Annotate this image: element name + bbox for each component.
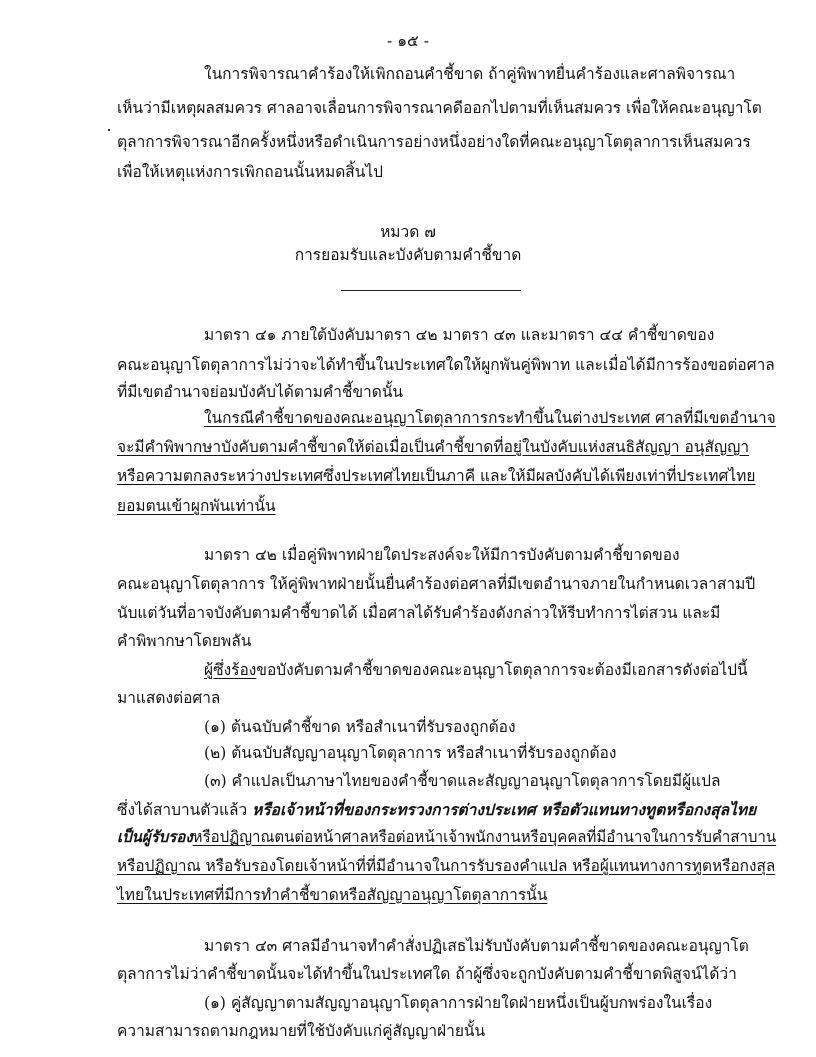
s42-item3-l2-plain: ซึ่งได้สาบานตัวแล้ว	[117, 801, 253, 819]
s41-amend-line-1: ในกรณีคำชี้ขาดของคณะอนุญาโตตุลาการกระทำขึ้นในต่างประเทศ ศาลที่มีเขตอำนาจ	[204, 409, 776, 427]
chapter-number: หมวด ๗	[380, 223, 436, 241]
intro-line-4: เพื่อให้เหตุแห่งการเพิกถอนนั้นหมดสิ้นไป	[117, 163, 383, 181]
intro-line-1: ในการพิจารณาคำร้องให้เพิกถอนคำชี้ขาด ถ้าคู่พิพาทยื่นคำร้องและศาลพิจารณา	[204, 65, 736, 83]
s42-item3-l3-underlined: หรือปฏิญาณตนต่อหน้าศาลหรือต่อหน้าเจ้าพนักงานหรือบุคคลที่มีอำนาจในการรับคำสาบาน	[192, 828, 777, 846]
s42-line-4: คำพิพากษาโดยพลัน	[117, 632, 252, 650]
s43-line-1: มาตรา ๔๓ ศาลมีอำนาจทำคำสั่งปฏิเสธไม่รับบังคับตามคำชี้ขาดของคณะอนุญาโต	[204, 937, 749, 955]
s41-line-2: คณะอนุญาโตตุลาการไม่ว่าจะได้ทำขึ้นในประเทศใดให้ผูกพันคู่พิพาท และเมื่อได้มีการร้องขอต่อศาล	[117, 356, 775, 374]
s42-line-1: มาตรา ๔๒ เมื่อคู่พิพาทฝ่ายใดประสงค์จะให้มีการบังคับตามคำชี้ขาดของ	[204, 546, 680, 564]
s42-item3-line-4: หรือปฏิญาณ หรือรับรองโดยเจ้าหน้าที่ที่มีอำนาจในการรับรองคำแปล หรือผู้แทนทางการทูตหรือกงสุล	[117, 857, 776, 875]
s41-amend-line-3: หรือความตกลงระหว่างประเทศซึ่งประเทศไทยเป็นภาคี และให้มีผลบังคับได้เพียงเท่าที่ประเทศไทย	[117, 467, 756, 485]
s42-para2-line-2: มาแสดงต่อศาล	[117, 689, 221, 707]
chapter-divider	[341, 290, 521, 291]
s42-line-2: คณะอนุญาโตตุลาการ ให้คู่พิพาทฝ่ายนั้นยื่นคำร้องต่อศาลที่มีเขตอำนาจภายในกำหนดเวลาสามปี	[117, 575, 756, 593]
intro-line-3: ตุลาการพิจารณาอีกครั้งหนึ่งหรือดำเนินการอย่างหนึ่งอย่างใดที่คณะอนุญาโตตุลาการเห็นสมควร	[117, 133, 751, 151]
page-number: - ๑๕ -	[387, 32, 429, 50]
s41-amend-line-4: ยอมตนเข้าผูกพันเท่านั้น	[117, 497, 276, 515]
s42-para2-line-1	[204, 660, 748, 680]
s43-line-4: ความสามารถตามกฎหมายที่ใช้บังคับแก่คู่สัญญาฝ่ายนั้น	[117, 1022, 486, 1040]
s43-line-2: ตุลาการไม่ว่าคำชี้ขาดนั้นจะได้ทำขึ้นในประเทศใด ถ้าผู้ซึ่งจะถูกบังคับตามคำชี้ขาดพิสูจน์ได้ว่า	[117, 965, 737, 983]
s42-item-3: (๓) คำแปลเป็นภาษาไทยของคำชี้ขาดและสัญญาอนุญาโตตุลาการโดยมีผู้แปล	[204, 772, 721, 790]
s42-item3-line-5: ไทยในประเทศที่มีการทำคำชี้ขาดหรือสัญญาอนุญาโตตุลาการนั้น	[117, 886, 548, 904]
s41-line-1: มาตรา ๔๑ ภายใต้บังคับมาตรา ๔๒ มาตรา ๔๓ และมาตรา ๔๔ คำชี้ขาดของ	[204, 326, 715, 344]
s43-line-3: (๑) คู่สัญญาตามสัญญาอนุญาโตตุลาการฝ่ายใดฝ่ายหนึ่งเป็นผู้บกพร่องในเรื่อง	[204, 994, 713, 1012]
chapter-title: การยอมรับและบังคับตามคำชี้ขาด	[294, 246, 522, 264]
s42-para2-underlined: ผู้ซึ่งร้อง	[204, 661, 257, 679]
scan-speck	[108, 129, 110, 131]
s42-line-3: นับแต่วันที่อาจบังคับตามคำชี้ขาดได้ เมื่อศาลได้รับคำร้องดังกล่าวให้รีบทำการไต่สวน และมี	[117, 604, 721, 622]
s42-para2-rest: ขอบังคับตามคำชี้ขาดของคณะอนุญาโตตุลาการจะต้องมีเอกสารดังต่อไปนี้	[256, 661, 748, 679]
s42-item3-line-3	[117, 827, 776, 847]
s42-item-1: (๑) ต้นฉบับคำชี้ขาด หรือสำเนาที่รับรองถูกต้อง	[204, 718, 516, 736]
s42-item3-l2-bold-italic: หรือเจ้าหน้าที่ของกระทรวงการต่างประเทศ หรือตัวแทนทางทูตหรือกงสุลไทย	[252, 800, 757, 819]
s42-item3-l3-bold-italic: เป็นผู้รับรอง	[117, 827, 193, 846]
s41-amend-line-2: จะมีคำพิพากษาบังคับตามคำชี้ขาดให้ต่อเมื่อเป็นคำชี้ขาดที่อยู่ในบังคับแห่งสนธิสัญญา อนุสัญญา	[117, 438, 750, 456]
s42-item3-line-2	[117, 800, 756, 820]
s42-item-2: (๒) ต้นฉบับสัญญาอนุญาโตตุลาการ หรือสำเนาที่รับรองถูกต้อง	[204, 744, 617, 762]
s41-line-3: ที่มีเขตอำนาจย่อมบังคับได้ตามคำชี้ขาดนั้น	[117, 383, 404, 401]
intro-line-2: เห็นว่ามีเหตุผลสมควร ศาลอาจเลื่อนการพิจารณาคดีออกไปตามที่เห็นสมควร เพื่อให้คณะอนุญาโต	[117, 99, 762, 117]
